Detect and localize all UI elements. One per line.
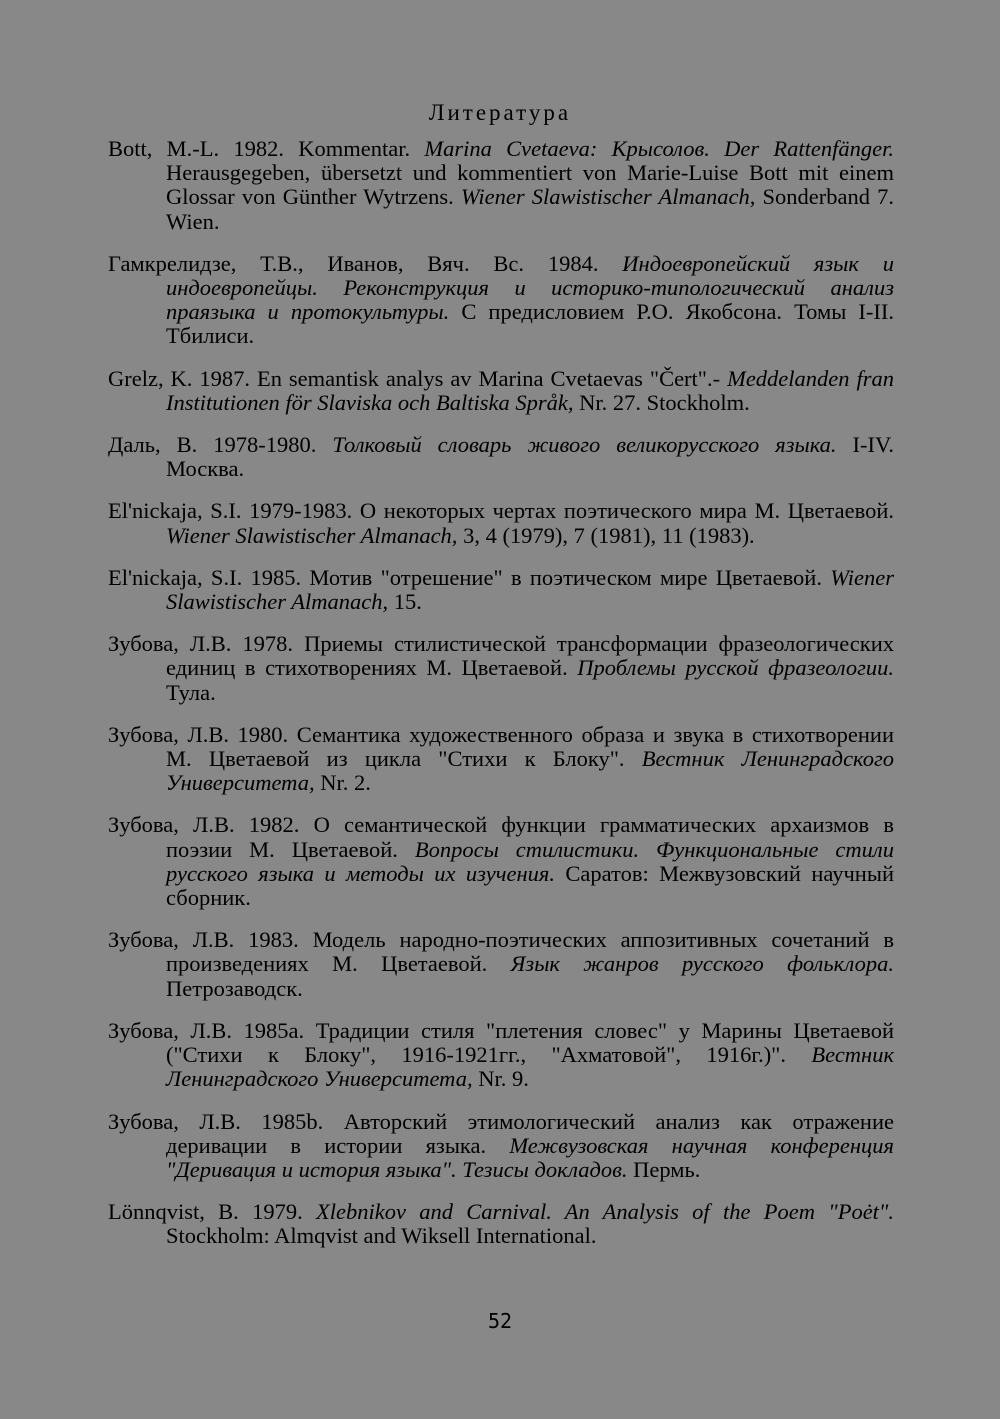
ref-text: Nr. 27. Stockholm. [573, 389, 750, 415]
ref-title: Вестник Ленинградского Университета, [166, 1042, 894, 1092]
ref-title: Язык жанров русского фольклора. [510, 951, 895, 977]
ref-title: Xlebnikov and Carnival. An Analysis of the Poem "Poėt". [316, 1199, 895, 1225]
ref-text: Зубова, Л.В. 1982. О семантической функции грамматических архаизмов в поэзии М. Цветаевой. [108, 812, 894, 862]
ref-text: 15. [388, 589, 422, 615]
reference-entry [108, 367, 894, 415]
reference-entry [108, 499, 894, 547]
ref-title: Толковый словарь живого великорусского языка. [332, 432, 837, 458]
ref-text: Nr. 9. [472, 1066, 529, 1092]
ref-title: Wiener Slawistischer Almanach, [166, 522, 458, 548]
reference-list [108, 137, 894, 1267]
ref-text: С предисловием Р.О. Якобсона. Томы I-II. Тбилиси. [166, 299, 894, 349]
ref-text: Grelz, K. 1987. En semantisk analys av Marina Cvetaevas "Čert".- [108, 365, 728, 391]
ref-text: Зубова, Л.В. 1985а. Традиции стиля "плетения словес" у Марины Цветаевой ("Стихи к Блоку", 1916-1921гг., "Ахматовой", 1916г.)". [108, 1017, 894, 1068]
ref-text: El'nickaja, S.I. 1985. Мотив "отрешение" в поэтическом мире Цветаевой. [108, 564, 831, 590]
reference-entry [108, 433, 894, 481]
ref-title: Проблемы русской фразеологии. [577, 655, 894, 681]
ref-text: Пермь. [627, 1156, 701, 1182]
ref-title: Вопросы стилистики. Функциональные стили русского языка и методы их изучения. [166, 836, 894, 886]
reference-entry [108, 252, 894, 349]
ref-text: El'nickaja, S.I. 1979-1983. О некоторых чертах поэтического мира М. Цветаевой. [108, 498, 894, 524]
ref-text: Herausgegeben, übersetzt und kommentiert von Marie-Luise Bott mit einem Glossar von Günther Wytrzens. [166, 160, 894, 210]
ref-text: Зубова, Л.В. 1980. Семантика художественного образа и звука в стихотворении М. Цветаевой из цикла "Стихи к Блоку". [108, 721, 894, 772]
ref-text: Зубова, Л.В. 1985b. Авторский этимологический анализ как отражение деривации в истории языка. [108, 1108, 894, 1158]
ref-text: Тула. [166, 679, 216, 705]
ref-title: Индоевропейский язык и индоевропейцы. Реконструкция и историко-типологический анализ праязыка и протокультуры. [166, 250, 894, 325]
reference-entry [108, 632, 894, 705]
ref-text: Зубова, Л.В. 1978. Приемы стилистической трансформации фразеологических единиц в стихотворениях М. Цветаевой. [108, 631, 894, 681]
ref-text: I-IV. Москва. [166, 432, 894, 482]
ref-text: Петрозаводск. [166, 975, 303, 1001]
reference-entry [108, 1110, 894, 1183]
ref-title: Wiener Slawistischer Almanach, [166, 564, 894, 615]
page-number: 52 [487, 1309, 513, 1333]
reference-entry [108, 566, 894, 614]
reference-entry [108, 137, 894, 234]
ref-title: Meddelanden fran Institutionen för Slaviska och Baltiska Språk, [166, 365, 895, 415]
section-heading: Литература [428, 100, 572, 125]
ref-title: Wiener Slawistischer Almanach, [460, 184, 756, 210]
ref-text: Sonderband 7. Wien. [166, 184, 894, 234]
reference-entry [108, 723, 894, 796]
ref-text: Nr. 2. [314, 770, 371, 796]
reference-entry [108, 1019, 894, 1092]
ref-title: Межвузовская научная конференция "Деривация и история языка". Тезисы докладов. [166, 1132, 894, 1182]
reference-entry [108, 813, 894, 910]
ref-text: Даль, В. 1978-1980. [108, 432, 333, 458]
ref-text: 3, 4 (1979), 7 (1981), 11 (1983). [457, 522, 755, 548]
ref-title: Вестник Ленинградского Университета, [166, 746, 894, 796]
ref-text: Гамкрелидзе, Т.В., Иванов, Вяч. Вс. 1984. [108, 250, 623, 276]
ref-text: Саратов: Межвузовский научный сборник. [166, 860, 895, 911]
ref-text: Зубова, Л.В. 1983. Модель народно-поэтических аппозитивных сочетаний в произведениях М. Цветаевой. [108, 927, 894, 977]
ref-text: Lönnqvist, B. 1979. [108, 1199, 316, 1225]
ref-title: Marina Cvetaeva: Крысолов. Der Rattenfänger. [424, 136, 894, 161]
reference-entry [108, 928, 894, 1001]
ref-text: Stockholm: Almqvist and Wiksell International. [166, 1223, 597, 1249]
ref-text: Bott, M.-L. 1982. Kommentar. [108, 136, 425, 161]
reference-entry [108, 1200, 894, 1248]
